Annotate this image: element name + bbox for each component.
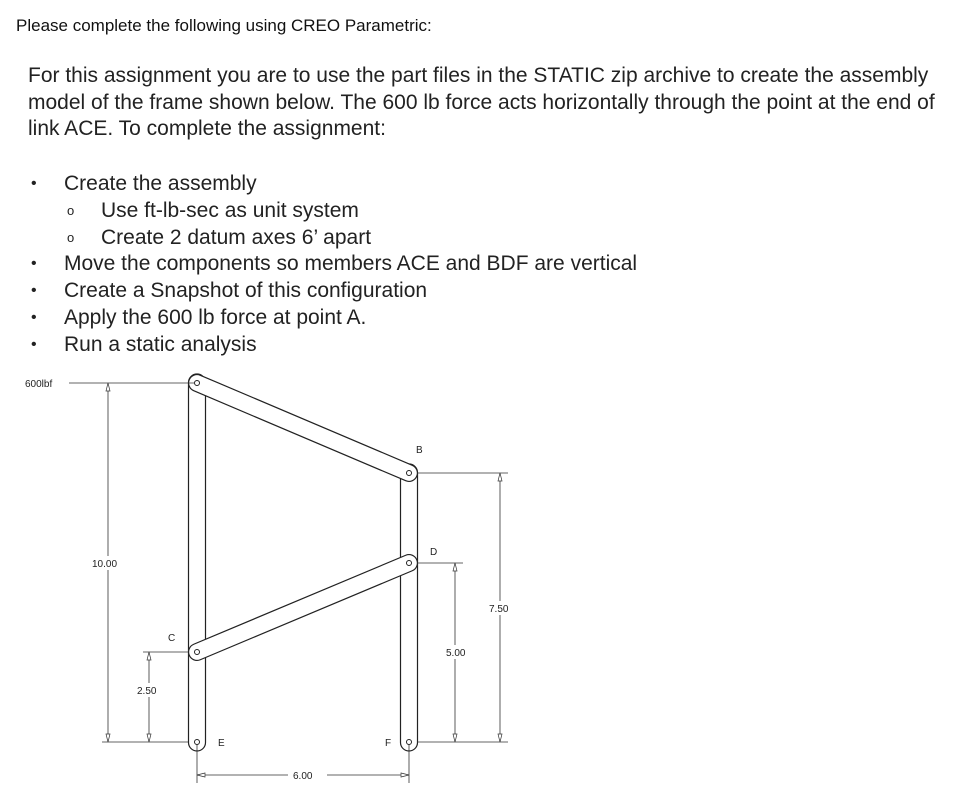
step-text: Apply the 600 lb force at point A. [64, 305, 367, 329]
label-f: F [385, 738, 392, 749]
bullet: • [31, 282, 37, 300]
dim-ce: 2.50 [137, 686, 157, 697]
step-text: Create 2 datum axes 6’ apart [101, 225, 372, 249]
member-ace [189, 374, 206, 751]
pin-a [195, 381, 200, 386]
step-text: Run a static analysis [64, 332, 257, 356]
dim-bf: 7.50 [489, 604, 509, 615]
force-label: 600lbf [25, 379, 53, 390]
dim-df: 5.00 [446, 648, 466, 659]
bullet: o [67, 202, 75, 218]
dim-ae: 10.00 [92, 559, 118, 570]
bullet: o [67, 229, 75, 245]
label-b: B [416, 445, 423, 456]
pin-d [407, 561, 412, 566]
step-text: Use ft-lb-sec as unit system [101, 198, 359, 222]
step-text: Move the components so members ACE and BDF are vertical [64, 252, 638, 276]
pin-b [407, 471, 412, 476]
pin-e [195, 740, 200, 745]
member-bdf [401, 464, 418, 751]
bullet: • [31, 175, 37, 192]
frame-diagram [0, 360, 958, 796]
page-title: Please complete the following using CREO Parametric: [16, 16, 432, 35]
intro-paragraph: For this assignment you are to use the part files in the STATIC zip archive to create the assembly model of the frame shown below. The 600 lb force acts horizontally through the point at the end of link ACE. To complete the assignment: [28, 64, 935, 140]
label-d: D [430, 547, 438, 558]
label-e: E [218, 738, 225, 749]
pin-c [195, 650, 200, 655]
bullet: • [31, 255, 37, 273]
pin-f [407, 740, 412, 745]
bullet: • [31, 308, 37, 326]
dim-ef: 6.00 [293, 771, 313, 782]
step-text: Create a Snapshot of this configuration [64, 279, 428, 303]
step-text: Create the assembly [64, 172, 257, 195]
bullet: • [31, 335, 37, 353]
label-c: C [168, 633, 176, 644]
